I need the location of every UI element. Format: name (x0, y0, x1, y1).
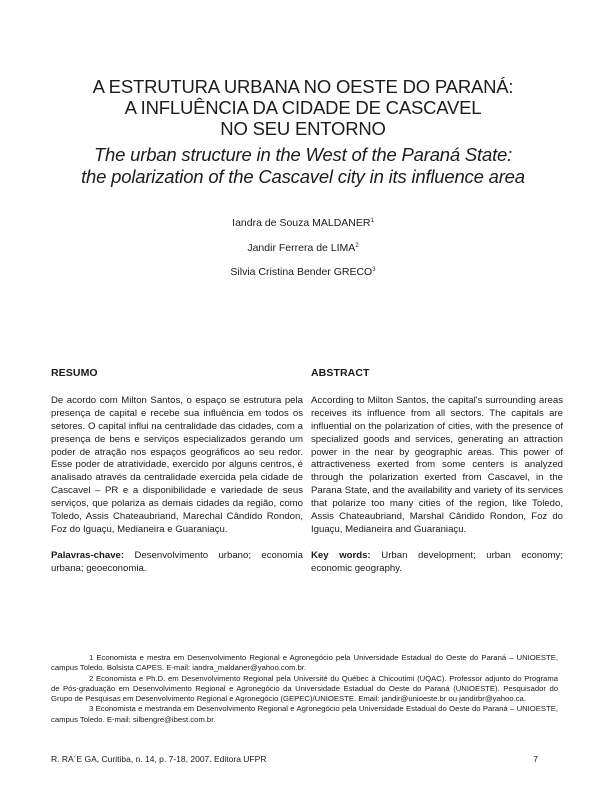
title-en-line: The urban structure in the West of the Paraná State: (93, 144, 513, 165)
footnote: 1 Economista e mestra em Desenvolvimento Regional e Agronegócio pela Universidade Estadual do Oeste do Paraná – UNIOESTE, campus Toledo. Bolsista CAPES. E-mail: iandra_maldaner@yahoo.com.br. (51, 653, 558, 673)
keywords-label: Palavras-chave: (51, 549, 125, 561)
keywords-label: Key words: (311, 549, 371, 561)
footnote: 3 Economista e mestranda em Desenvolvimento Regional e Agronegócio pela Universidade Estadual do Oeste do Paraná – UNIOESTE, campus Toledo. E-mail: silbengre@ibest.com.br. (51, 704, 558, 724)
author (0, 259, 606, 284)
title-portuguese (0, 76, 606, 139)
author (0, 210, 606, 235)
keywords-text: Desenvolvimento urbano; economia urbana; geoeconomia. (51, 549, 303, 574)
resumo-keywords (51, 550, 303, 576)
footnote: 2 Economista e Ph.D. em Desenvolvimento Regional pela Université du Québec à Chicoutimi (UQAC). Professor adjunto do Programa de Pós-graduação em Desenvolvimento Regional e Agronegócio da Universidade Estadual do Oeste do Paraná (UNIOESTE). Pesquisador do Grupo de Pesquisas em Desenvolvimento Regional e Agronegócio (GEPEC)/UNIOESTE. Email: jandir@unioeste.br ou jandirbr@yahoo.ca. (51, 673, 558, 704)
footnote-marker: 1 (370, 218, 374, 224)
resumo-body: De acordo com Milton Santos, o espaço se estrutura pela presença de capital e recebe sua influência em todos os setores. O capital influi na centralidade das cidades, com a presença de bens e serviços especializados gerando um poder de atração nos espaços geográficos ao seu redor. Esse poder de atratividade, exercido por alguns centros, é analisado através da centralidade exercida pela cidade de Cascavel – PR e a disponibilidade e variedade de seus serviços, que polariza as demais cidades da região, como Toledo, Assis Chateaubriand, Marechal Cândido Rondon, Foz do Iguaçu, Medianeira e Guaraniaçu. (51, 394, 303, 535)
author-name: Iandra de Souza MALDANER (232, 217, 371, 229)
abstract-body: According to Milton Santos, the capital's surrounding areas receives its influence from all sectors. The capitals are influential on the polarization of cities, with the presence of specialized goods and services, generating an attraction power in the near by geographic areas. This power of attractiveness exerted from some centers is analyzed through the polarization exerted from Cascavel, in the Parana State, and the availability and variety of its services that polarize too many cities of the region, like Toledo, Assis Chateaubriand, Marshal Cândido Rondon, Foz do Iguaçu, Medianeira and Guaraniaçu. (311, 394, 563, 535)
author-name: Silvia Cristina Bender GRECO (230, 266, 373, 278)
title-block (0, 76, 606, 188)
author-name: Jandir Ferrera de LIMA (247, 241, 356, 254)
author (0, 235, 606, 260)
abstract-heading: ABSTRACT (311, 367, 370, 379)
keywords-text: Urban development; urban economy; economic geography. (311, 549, 564, 574)
title-pt-line: NO SEU ENTORNO (220, 118, 386, 139)
footnote-marker: 2 (355, 242, 359, 249)
footnotes (51, 653, 558, 725)
abstract-section (311, 367, 563, 576)
author-list (0, 210, 606, 284)
resumo-heading: RESUMO (51, 367, 98, 379)
title-en-line: the polarization of the Cascavel city in its influence area (81, 166, 525, 187)
resumo-section (51, 367, 303, 576)
title-pt-line: A ESTRUTURA URBANA NO OESTE DO PARANÁ: (92, 76, 514, 97)
title-pt-line: A INFLUÊNCIA DA CIDADE DE CASCAVEL (124, 97, 482, 118)
title-english (0, 144, 606, 188)
page-number: 7 (533, 754, 538, 764)
journal-citation: R. RA´E GA, Curitiba, n. 14, p. 7-18, 2007. Editora UFPR (51, 754, 267, 764)
abstract-keywords (311, 550, 563, 576)
footnote-marker: 3 (372, 267, 376, 273)
